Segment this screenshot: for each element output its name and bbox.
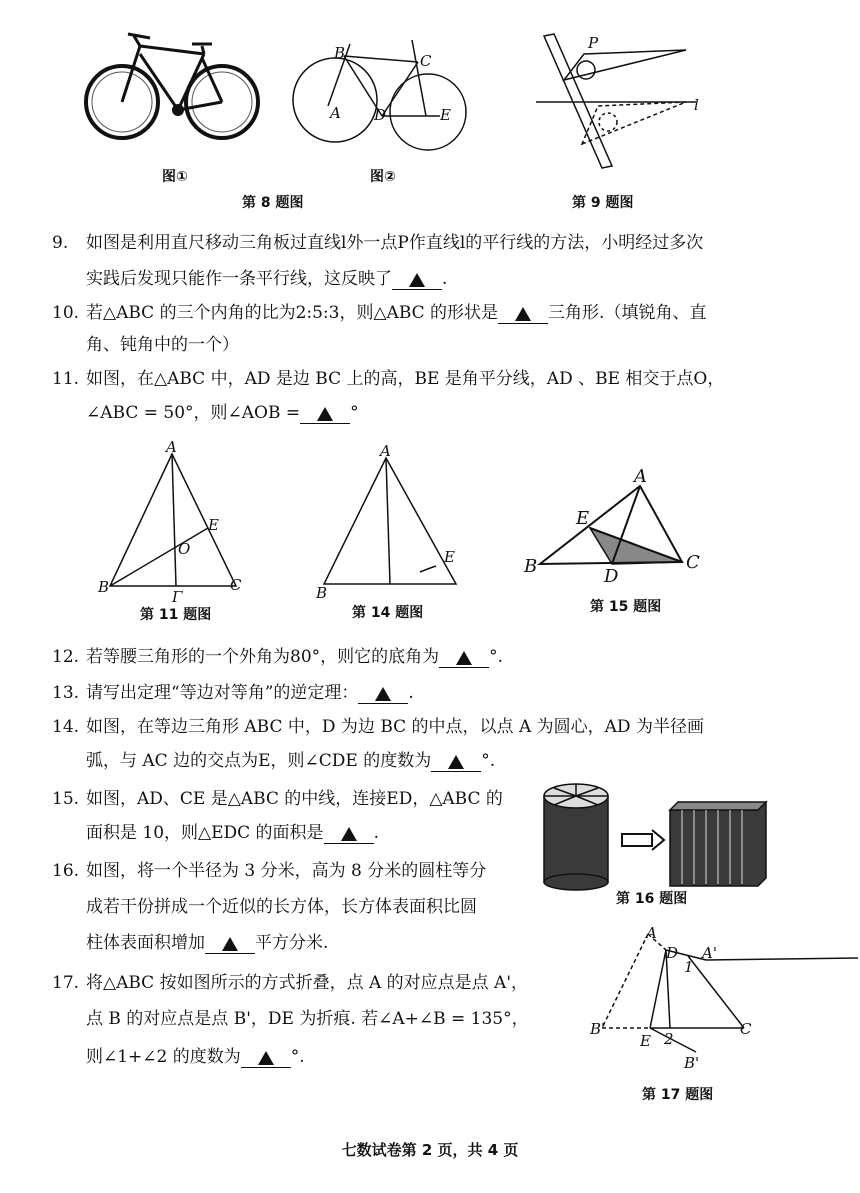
question-tail: . — [442, 269, 448, 289]
fig11-point-C: C — [230, 576, 242, 594]
question-10-line-1 — [52, 296, 706, 330]
question-number: 15. — [52, 789, 80, 809]
q17-caption: 第 17 题图 — [642, 1087, 714, 1103]
triangle-marker-icon — [409, 273, 425, 287]
question-11-line-1 — [52, 362, 724, 396]
bicycle-geometry-figure — [290, 36, 470, 152]
question-17-line-1 — [52, 966, 528, 1000]
question-number: 11. — [52, 369, 80, 389]
question-9-line-2 — [86, 262, 447, 296]
question-number: 12. — [52, 647, 80, 667]
answer-blank — [205, 933, 255, 954]
question-text: 三角形.（填锐角、直 — [548, 303, 707, 323]
fig2-point-A: A — [330, 104, 341, 122]
question-tail: °. — [481, 751, 496, 771]
question-number: 13. — [52, 683, 80, 703]
question-tail: . — [408, 683, 414, 703]
fig2-point-E: E — [440, 106, 451, 124]
question-15-line-2 — [86, 816, 379, 850]
question-16-line-3 — [86, 926, 328, 960]
question-text: 如图是利用直尺移动三角板过直线l外一点P作直线l的平行线的方法，小明经过多次 — [86, 233, 704, 253]
fig2-point-C: C — [420, 52, 432, 70]
question-text: ∠ABC = 50°，则∠AOB = — [86, 403, 301, 423]
fig11-point-O: O — [178, 540, 191, 558]
question-9-line-1 — [52, 226, 703, 260]
question-text: 面积是 10，则△EDC 的面积是 — [86, 823, 324, 843]
question-text: 若△ABC 的三个内角的比为2:5:3，则△ABC 的形状是 — [86, 303, 499, 323]
fig2-label: 图② — [370, 169, 396, 185]
question-text: 将△ABC 按如图所示的方式折叠，点 A 的对应点是点 A'， — [86, 973, 529, 993]
fig14-point-B: B — [316, 584, 328, 602]
question-text: 若等腰三角形的一个外角为80°，则它的底角为 — [86, 647, 440, 667]
question-14-line-2 — [86, 744, 495, 778]
fig17-angle-2: 2 — [664, 1030, 674, 1048]
question-tail: . — [373, 823, 379, 843]
fig1-label: 图① — [162, 169, 188, 185]
fig17-point-A: A — [646, 924, 657, 942]
question-number: 16. — [52, 861, 80, 881]
triangle-marker-icon — [341, 827, 357, 841]
triangle-marker-icon — [375, 687, 391, 701]
question-16-line-1 — [52, 854, 486, 888]
fig11-triangle — [96, 440, 256, 610]
page-footer: 七数试卷第 2 页，共 4 页 — [341, 1141, 519, 1159]
question-text: 柱体表面积增加 — [86, 933, 205, 953]
question-16-line-2 — [86, 890, 477, 924]
question-text: 如图，AD、CE 是△ABC 的中线，连接ED，△ABC 的 — [86, 789, 503, 809]
question-13 — [52, 676, 414, 710]
fig14-point-A: A — [380, 442, 391, 460]
answer-blank — [439, 647, 489, 668]
question-17-line-2 — [86, 1002, 529, 1036]
question-15-line-1 — [52, 782, 503, 816]
question-text: 则∠1+∠2 的度数为 — [86, 1047, 241, 1067]
fig15-triangle — [520, 466, 710, 586]
triangle-marker-icon — [456, 651, 472, 665]
question-text: 角、钝角中的一个） — [86, 335, 239, 355]
cylinder-to-cuboid-figure — [540, 780, 780, 890]
question-text: 弧，与 AC 边的交点为E，则∠CDE 的度数为 — [86, 751, 432, 771]
question-12 — [52, 640, 503, 674]
answer-blank — [392, 269, 442, 290]
question-text: 请写出定理“等边对等角”的逆定理： — [86, 683, 359, 703]
answer-blank — [241, 1047, 291, 1068]
q11-caption: 第 11 题图 — [140, 607, 212, 623]
question-number: 10. — [52, 303, 80, 323]
question-text: 如图，将一个半径为 3 分米，高为 8 分米的圆柱等分 — [86, 861, 487, 881]
question-tail: °. — [489, 647, 504, 667]
question-text: 如图，在△ABC 中，AD 是边 BC 上的高，BE 是角平分线，AD 、BE 相交于点O， — [86, 369, 725, 389]
fig15-point-A: A — [634, 466, 647, 487]
fig17-point-D: D — [666, 944, 679, 962]
fig17-point-A-prime: A' — [702, 944, 717, 962]
fig14-point-E: E — [444, 548, 455, 566]
triangle-marker-icon — [317, 407, 333, 421]
answer-blank — [300, 403, 350, 424]
q8-caption: 第 8 题图 — [242, 195, 304, 211]
question-text: 点 B 的对应点是点 B'，DE 为折痕. 若∠A+∠B = 135°， — [86, 1009, 529, 1029]
answer-blank — [358, 683, 408, 704]
ruler-triangle-figure — [536, 32, 706, 172]
fig17-fold-figure — [588, 924, 860, 1074]
question-text: 实践后发现只能作一条平行线，这反映了 — [86, 269, 392, 289]
q14-caption: 第 14 题图 — [352, 605, 424, 621]
answer-blank — [498, 303, 548, 324]
q9-caption: 第 9 题图 — [572, 195, 634, 211]
fig9-point-P: P — [588, 34, 599, 52]
q16-caption: 第 16 题图 — [616, 891, 688, 907]
fig17-point-C: C — [740, 1020, 752, 1038]
question-tail: 平方分米. — [255, 933, 329, 953]
triangle-marker-icon — [515, 307, 531, 321]
question-text: 如图，在等边三角形 ABC 中，D 为边 BC 的中点，以点 A 为圆心，AD 为半径画 — [86, 717, 704, 737]
question-10-line-2 — [86, 328, 239, 362]
bicycle-figure — [84, 24, 260, 148]
fig11-point-B: B — [98, 578, 110, 596]
fig2-point-B: B — [334, 44, 346, 62]
answer-blank — [324, 823, 374, 844]
fig17-point-B: B' — [590, 1020, 606, 1038]
fig15-point-D: D — [604, 566, 619, 587]
fig17-angle-1: 1 — [684, 958, 694, 976]
q15-caption: 第 15 题图 — [590, 599, 662, 615]
question-tail: ° — [350, 403, 359, 423]
question-number: 17. — [52, 973, 80, 993]
fig15-point-E: E — [576, 508, 590, 529]
fig11-point-A: A — [166, 438, 177, 456]
fig17-point-E: E — [640, 1032, 651, 1050]
fig15-point-C: C — [686, 552, 700, 573]
fig2-point-D: D — [374, 106, 387, 124]
triangle-marker-icon — [448, 755, 464, 769]
fig17-point-B-prime: B' — [684, 1054, 700, 1072]
question-tail: °. — [290, 1047, 305, 1067]
fig15-point-B: B — [524, 556, 538, 577]
question-11-line-2 — [86, 396, 359, 430]
question-17-line-3 — [86, 1040, 305, 1074]
fig11-point-E: E — [208, 516, 219, 534]
triangle-marker-icon — [258, 1051, 274, 1065]
question-number: 9. — [52, 233, 69, 253]
triangle-marker-icon — [222, 937, 238, 951]
fig9-line-l: l — [694, 96, 699, 114]
question-text: 成若干份拼成一个近似的长方体，长方体表面积比圆 — [86, 897, 477, 917]
fig11-point-D: Γ — [172, 588, 183, 606]
question-number: 14. — [52, 717, 80, 737]
fig14-triangle — [312, 440, 472, 600]
question-14-line-1 — [52, 710, 704, 744]
answer-blank — [431, 751, 481, 772]
